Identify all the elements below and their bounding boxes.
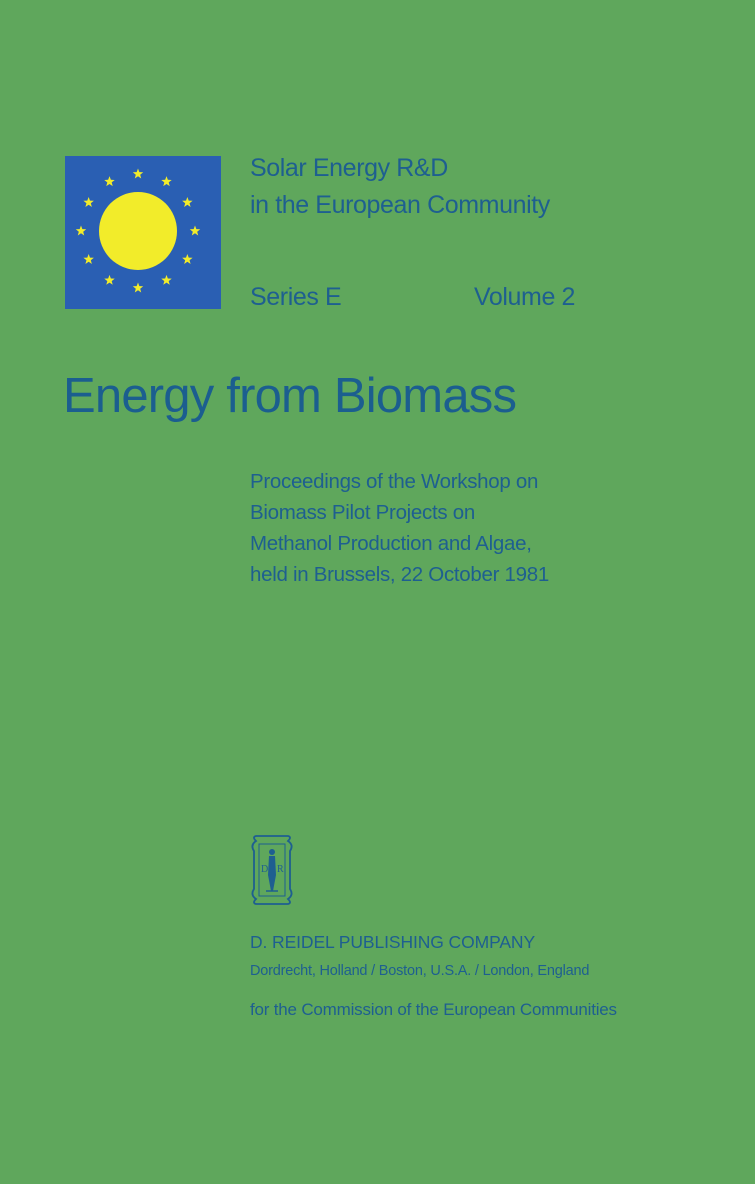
emblem-letter-r: R [277, 864, 284, 875]
eu-solar-logo-icon [65, 156, 221, 309]
series-title [250, 150, 550, 224]
volume-label: Volume 2 [474, 283, 576, 311]
series-title-line-1: Solar Energy R&D [250, 154, 448, 182]
subtitle-line: Methanol Production and Algae, [250, 532, 532, 555]
publisher-cities: Dordrecht, Holland / Boston, U.S.A. / London, England [250, 963, 590, 979]
book-subtitle [250, 466, 549, 590]
publisher-emblem-icon [246, 835, 298, 905]
emblem-letter-d: D [261, 864, 269, 875]
publisher-emblem-graphic [246, 835, 298, 905]
subtitle-line: held in Brussels, 22 October 1981 [250, 563, 549, 586]
series-title-line-2: in the European Community [250, 191, 550, 219]
subtitle-line: Biomass Pilot Projects on [250, 501, 475, 524]
publisher-name: D. REIDEL PUBLISHING COMPANY [250, 932, 536, 952]
book-title: Energy from Biomass [63, 369, 517, 423]
series-label: Series E [250, 283, 342, 311]
subtitle-line: Proceedings of the Workshop on [250, 470, 539, 493]
commission-credit: for the Commission of the European Communities [250, 1000, 617, 1019]
logo-graphic [65, 156, 221, 309]
logo-sun [99, 192, 177, 270]
